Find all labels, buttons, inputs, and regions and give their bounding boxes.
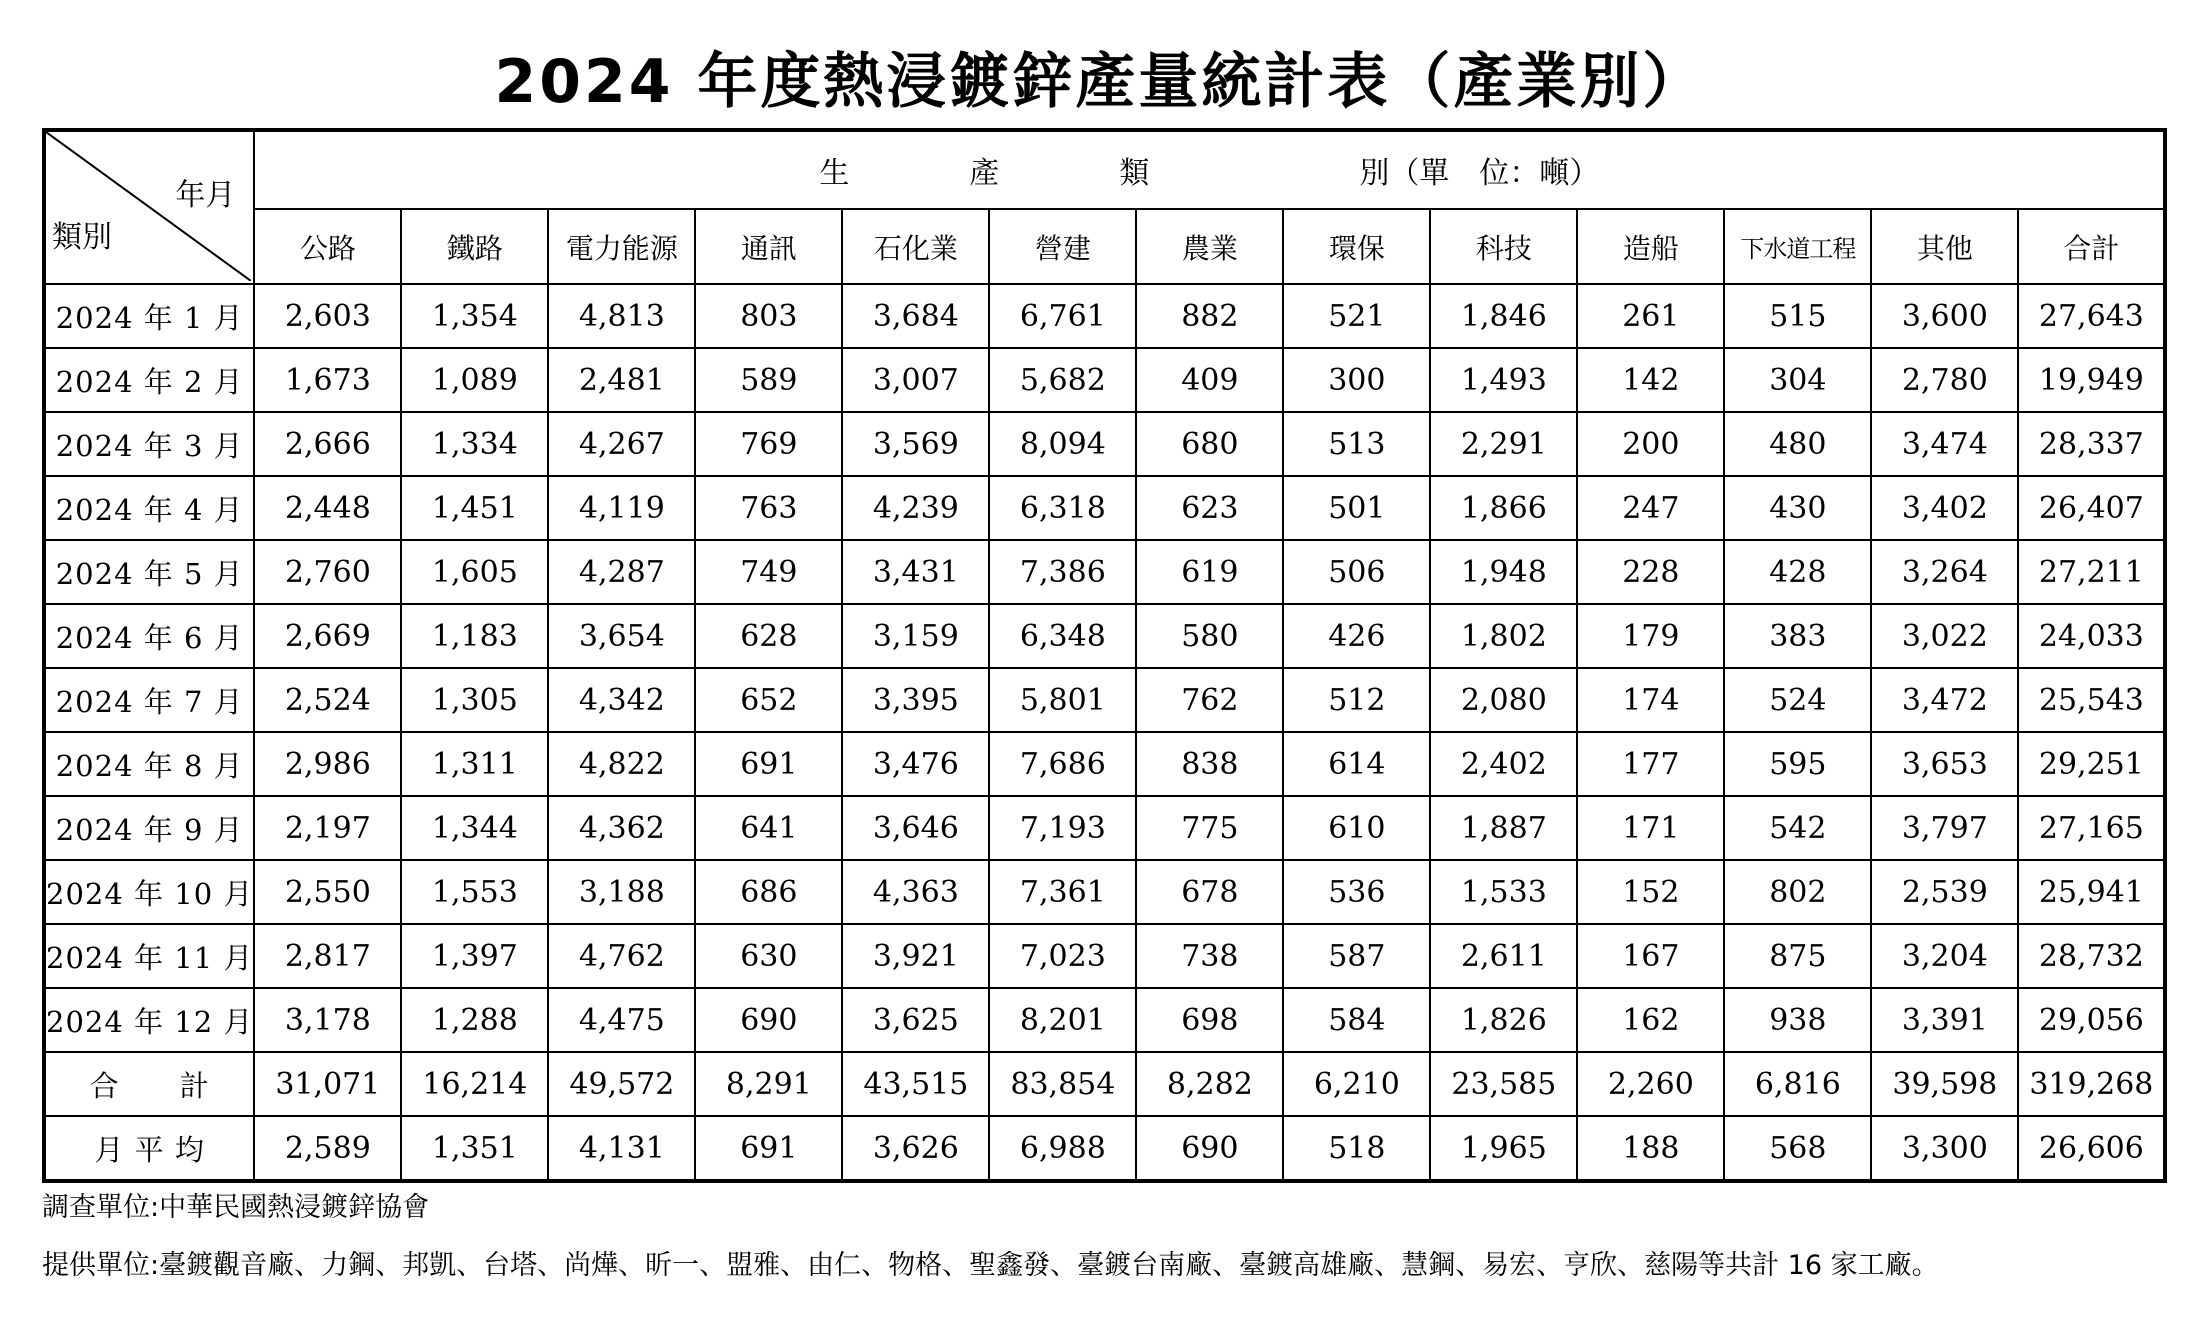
table-cell: 1,288 xyxy=(401,988,548,1052)
table-cell: 1,311 xyxy=(401,732,548,796)
table-cell: 628 xyxy=(695,604,842,668)
table-cell: 3,300 xyxy=(1871,1116,2018,1181)
table-cell: 7,686 xyxy=(989,732,1136,796)
table-cell: 652 xyxy=(695,668,842,732)
table-cell: 3,476 xyxy=(842,732,989,796)
table-cell: 1,965 xyxy=(1430,1116,1577,1181)
table-cell: 2,611 xyxy=(1430,924,1577,988)
table-cell: 3,264 xyxy=(1871,540,2018,604)
table-cell: 304 xyxy=(1724,348,1871,412)
table-cell: 152 xyxy=(1577,860,1724,924)
column-header: 科技 xyxy=(1430,209,1577,284)
table-cell: 1,533 xyxy=(1430,860,1577,924)
table-cell: 29,251 xyxy=(2018,732,2165,796)
row-label: 2024 年 8 月 xyxy=(44,732,254,796)
row-label: 2024 年 3 月 xyxy=(44,412,254,476)
page-title: 2024 年度熱浸鍍鋅產量統計表（產業別） xyxy=(494,47,1706,117)
table-cell: 188 xyxy=(1577,1116,1724,1181)
table-cell: 882 xyxy=(1136,284,1283,348)
column-header: 電力能源 xyxy=(548,209,695,284)
column-header: 其他 xyxy=(1871,209,2018,284)
table-cell: 515 xyxy=(1724,284,1871,348)
table-cell: 8,201 xyxy=(989,988,1136,1052)
table-cell: 261 xyxy=(1577,284,1724,348)
table-row xyxy=(44,348,2165,412)
column-header: 公路 xyxy=(254,209,401,284)
table-cell: 1,344 xyxy=(401,796,548,860)
table-cell: 83,854 xyxy=(989,1052,1136,1116)
table-cell: 698 xyxy=(1136,988,1283,1052)
table-cell: 43,515 xyxy=(842,1052,989,1116)
table-cell: 6,210 xyxy=(1283,1052,1430,1116)
column-header: 營建 xyxy=(989,209,1136,284)
table-cell: 3,007 xyxy=(842,348,989,412)
table-cell: 2,550 xyxy=(254,860,401,924)
table-cell: 4,287 xyxy=(548,540,695,604)
table-cell: 8,282 xyxy=(1136,1052,1283,1116)
table-row xyxy=(44,796,2165,860)
table-cell: 1,493 xyxy=(1430,348,1577,412)
table-cell: 1,605 xyxy=(401,540,548,604)
table-cell: 518 xyxy=(1283,1116,1430,1181)
table-cell: 641 xyxy=(695,796,842,860)
table-cell: 7,386 xyxy=(989,540,1136,604)
table-cell: 8,291 xyxy=(695,1052,842,1116)
table-cell: 179 xyxy=(1577,604,1724,668)
table-cell: 691 xyxy=(695,732,842,796)
table-cell: 4,362 xyxy=(548,796,695,860)
table-cell: 2,524 xyxy=(254,668,401,732)
table-cell: 1,354 xyxy=(401,284,548,348)
table-cell: 4,239 xyxy=(842,476,989,540)
table-cell: 512 xyxy=(1283,668,1430,732)
table-row xyxy=(44,668,2165,732)
table-cell: 595 xyxy=(1724,732,1871,796)
table-cell: 3,797 xyxy=(1871,796,2018,860)
table-cell: 27,643 xyxy=(2018,284,2165,348)
table-cell: 542 xyxy=(1724,796,1871,860)
table-cell: 1,846 xyxy=(1430,284,1577,348)
table-cell: 1,397 xyxy=(401,924,548,988)
table-cell: 690 xyxy=(1136,1116,1283,1181)
row-label: 2024 年 6 月 xyxy=(44,604,254,668)
table-cell: 2,448 xyxy=(254,476,401,540)
corner-label-year-month: 年月 xyxy=(175,178,236,213)
table-cell: 4,813 xyxy=(548,284,695,348)
table-cell: 25,941 xyxy=(2018,860,2165,924)
table-cell: 3,188 xyxy=(548,860,695,924)
table-cell: 4,363 xyxy=(842,860,989,924)
table-row xyxy=(44,604,2165,668)
table-cell: 678 xyxy=(1136,860,1283,924)
table-cell: 1,826 xyxy=(1430,988,1577,1052)
table-cell: 3,159 xyxy=(842,604,989,668)
table-cell: 7,193 xyxy=(989,796,1136,860)
table-cell: 506 xyxy=(1283,540,1430,604)
table-cell: 8,094 xyxy=(989,412,1136,476)
survey-unit-note: 調查單位:中華民國熱浸鍍鋅協會 xyxy=(42,1192,430,1223)
column-header: 下水道工程 xyxy=(1724,209,1871,284)
table-cell: 2,603 xyxy=(254,284,401,348)
column-header: 鐵路 xyxy=(401,209,548,284)
corner-label-category: 類別 xyxy=(52,220,112,255)
table-cell: 2,197 xyxy=(254,796,401,860)
row-label: 月 平 均 xyxy=(44,1116,254,1181)
table-cell: 2,986 xyxy=(254,732,401,796)
table-row xyxy=(44,1052,2165,1116)
table-cell: 426 xyxy=(1283,604,1430,668)
table-cell: 803 xyxy=(695,284,842,348)
row-label: 2024 年 11 月 xyxy=(44,924,254,988)
table-cell: 29,056 xyxy=(2018,988,2165,1052)
table-cell: 2,539 xyxy=(1871,860,2018,924)
table-cell: 167 xyxy=(1577,924,1724,988)
table-cell: 4,119 xyxy=(548,476,695,540)
table-cell: 24,033 xyxy=(2018,604,2165,668)
table-cell: 536 xyxy=(1283,860,1430,924)
table-cell: 3,178 xyxy=(254,988,401,1052)
table-cell: 501 xyxy=(1283,476,1430,540)
table-cell: 27,211 xyxy=(2018,540,2165,604)
table-cell: 623 xyxy=(1136,476,1283,540)
table-cell: 428 xyxy=(1724,540,1871,604)
table-cell: 4,342 xyxy=(548,668,695,732)
table-cell: 26,407 xyxy=(2018,476,2165,540)
table-cell: 3,204 xyxy=(1871,924,2018,988)
row-label: 2024 年 9 月 xyxy=(44,796,254,860)
table-cell: 1,089 xyxy=(401,348,548,412)
table-cell: 174 xyxy=(1577,668,1724,732)
table-cell: 7,361 xyxy=(989,860,1136,924)
table-corner-cell xyxy=(44,130,254,284)
column-header: 石化業 xyxy=(842,209,989,284)
table-cell: 300 xyxy=(1283,348,1430,412)
row-label: 2024 年 1 月 xyxy=(44,284,254,348)
table-cell: 1,305 xyxy=(401,668,548,732)
table-cell: 802 xyxy=(1724,860,1871,924)
production-table xyxy=(42,128,2167,1183)
table-cell: 2,080 xyxy=(1430,668,1577,732)
table-cell: 2,780 xyxy=(1871,348,2018,412)
table-cell: 27,165 xyxy=(2018,796,2165,860)
group-header-title: 生 產 類 別（單 位：噸） xyxy=(819,156,1600,191)
table-cell: 838 xyxy=(1136,732,1283,796)
table-cell: 142 xyxy=(1577,348,1724,412)
table-cell: 39,598 xyxy=(1871,1052,2018,1116)
table-cell: 5,682 xyxy=(989,348,1136,412)
table-cell: 7,023 xyxy=(989,924,1136,988)
table-cell: 430 xyxy=(1724,476,1871,540)
table-cell: 3,402 xyxy=(1871,476,2018,540)
table-cell: 3,921 xyxy=(842,924,989,988)
table-cell: 28,732 xyxy=(2018,924,2165,988)
table-cell: 2,291 xyxy=(1430,412,1577,476)
table-cell: 4,475 xyxy=(548,988,695,1052)
table-cell: 680 xyxy=(1136,412,1283,476)
table-cell: 762 xyxy=(1136,668,1283,732)
table-cell: 3,684 xyxy=(842,284,989,348)
table-cell: 4,762 xyxy=(548,924,695,988)
table-cell: 3,391 xyxy=(1871,988,2018,1052)
row-label: 2024 年 10 月 xyxy=(44,860,254,924)
table-cell: 3,431 xyxy=(842,540,989,604)
row-label: 2024 年 12 月 xyxy=(44,988,254,1052)
table-cell: 763 xyxy=(695,476,842,540)
table-cell: 1,553 xyxy=(401,860,548,924)
row-label: 2024 年 5 月 xyxy=(44,540,254,604)
table-cell: 6,348 xyxy=(989,604,1136,668)
table-cell: 2,817 xyxy=(254,924,401,988)
table-cell: 3,654 xyxy=(548,604,695,668)
table-cell: 1,866 xyxy=(1430,476,1577,540)
table-cell: 2,402 xyxy=(1430,732,1577,796)
table-cell: 690 xyxy=(695,988,842,1052)
table-row xyxy=(44,284,2165,348)
table-cell: 1,887 xyxy=(1430,796,1577,860)
table-cell: 23,585 xyxy=(1430,1052,1577,1116)
table-cell: 1,351 xyxy=(401,1116,548,1181)
table-cell: 3,472 xyxy=(1871,668,2018,732)
table-cell: 568 xyxy=(1724,1116,1871,1181)
table-cell: 2,589 xyxy=(254,1116,401,1181)
table-cell: 738 xyxy=(1136,924,1283,988)
column-header: 農業 xyxy=(1136,209,1283,284)
table-cell: 4,267 xyxy=(548,412,695,476)
table-cell: 480 xyxy=(1724,412,1871,476)
row-label: 2024 年 2 月 xyxy=(44,348,254,412)
table-cell: 610 xyxy=(1283,796,1430,860)
table-cell: 4,822 xyxy=(548,732,695,796)
table-cell: 200 xyxy=(1577,412,1724,476)
table-cell: 3,474 xyxy=(1871,412,2018,476)
table-cell: 3,626 xyxy=(842,1116,989,1181)
table-cell: 4,131 xyxy=(548,1116,695,1181)
table-cell: 3,600 xyxy=(1871,284,2018,348)
column-header: 合計 xyxy=(2018,209,2165,284)
table-cell: 3,625 xyxy=(842,988,989,1052)
table-cell: 769 xyxy=(695,412,842,476)
table-cell: 875 xyxy=(1724,924,1871,988)
table-row xyxy=(44,476,2165,540)
table-cell: 1,673 xyxy=(254,348,401,412)
provider-note: 提供單位:臺鍍觀音廠、力鋼、邦凱、台塔、尚燁、昕一、盟雅、由仁、物格、聖鑫發、臺鍍台南廠、臺鍍高雄廠、慧鋼、易宏、亨欣、慈陽等共計 16 家工廠。 xyxy=(42,1250,1939,1281)
table-cell: 619 xyxy=(1136,540,1283,604)
table-cell: 25,543 xyxy=(2018,668,2165,732)
table-cell: 589 xyxy=(695,348,842,412)
table-cell: 2,666 xyxy=(254,412,401,476)
table-cell: 19,949 xyxy=(2018,348,2165,412)
row-label: 2024 年 7 月 xyxy=(44,668,254,732)
table-cell: 162 xyxy=(1577,988,1724,1052)
column-header: 通訊 xyxy=(695,209,842,284)
table-cell: 749 xyxy=(695,540,842,604)
table-cell: 580 xyxy=(1136,604,1283,668)
table-cell: 31,071 xyxy=(254,1052,401,1116)
table-cell: 686 xyxy=(695,860,842,924)
table-cell: 1,451 xyxy=(401,476,548,540)
table-cell: 1,334 xyxy=(401,412,548,476)
row-label: 合 計 xyxy=(44,1052,254,1116)
table-cell: 775 xyxy=(1136,796,1283,860)
row-label: 2024 年 4 月 xyxy=(44,476,254,540)
table-row xyxy=(44,1116,2165,1181)
table-cell: 3,653 xyxy=(1871,732,2018,796)
table-cell: 6,988 xyxy=(989,1116,1136,1181)
column-header: 環保 xyxy=(1283,209,1430,284)
group-header xyxy=(254,130,2165,209)
table-cell: 319,268 xyxy=(2018,1052,2165,1116)
table-cell: 2,481 xyxy=(548,348,695,412)
column-header: 造船 xyxy=(1577,209,1724,284)
table-cell: 587 xyxy=(1283,924,1430,988)
table-cell: 228 xyxy=(1577,540,1724,604)
table-row xyxy=(44,732,2165,796)
table-cell: 49,572 xyxy=(548,1052,695,1116)
table-row xyxy=(44,412,2165,476)
table-cell: 524 xyxy=(1724,668,1871,732)
table-cell: 6,318 xyxy=(989,476,1136,540)
table-cell: 6,761 xyxy=(989,284,1136,348)
table-cell: 3,569 xyxy=(842,412,989,476)
table-cell: 1,802 xyxy=(1430,604,1577,668)
table-cell: 521 xyxy=(1283,284,1430,348)
table-cell: 938 xyxy=(1724,988,1871,1052)
table-cell: 26,606 xyxy=(2018,1116,2165,1181)
table-cell: 513 xyxy=(1283,412,1430,476)
table-cell: 1,183 xyxy=(401,604,548,668)
table-cell: 247 xyxy=(1577,476,1724,540)
table-cell: 691 xyxy=(695,1116,842,1181)
table-row xyxy=(44,924,2165,988)
table-cell: 3,646 xyxy=(842,796,989,860)
table-cell: 6,816 xyxy=(1724,1052,1871,1116)
table-cell: 3,022 xyxy=(1871,604,2018,668)
table-cell: 630 xyxy=(695,924,842,988)
table-cell: 614 xyxy=(1283,732,1430,796)
table-cell: 5,801 xyxy=(989,668,1136,732)
table-cell: 383 xyxy=(1724,604,1871,668)
table-row xyxy=(44,860,2165,924)
table-row xyxy=(44,988,2165,1052)
table-cell: 28,337 xyxy=(2018,412,2165,476)
table-cell: 584 xyxy=(1283,988,1430,1052)
table-row xyxy=(44,540,2165,604)
table-cell: 3,395 xyxy=(842,668,989,732)
table-cell: 171 xyxy=(1577,796,1724,860)
table-cell: 409 xyxy=(1136,348,1283,412)
table-cell: 1,948 xyxy=(1430,540,1577,604)
table-cell: 177 xyxy=(1577,732,1724,796)
table-cell: 2,260 xyxy=(1577,1052,1724,1116)
table-cell: 2,669 xyxy=(254,604,401,668)
table-cell: 16,214 xyxy=(401,1052,548,1116)
table-cell: 2,760 xyxy=(254,540,401,604)
